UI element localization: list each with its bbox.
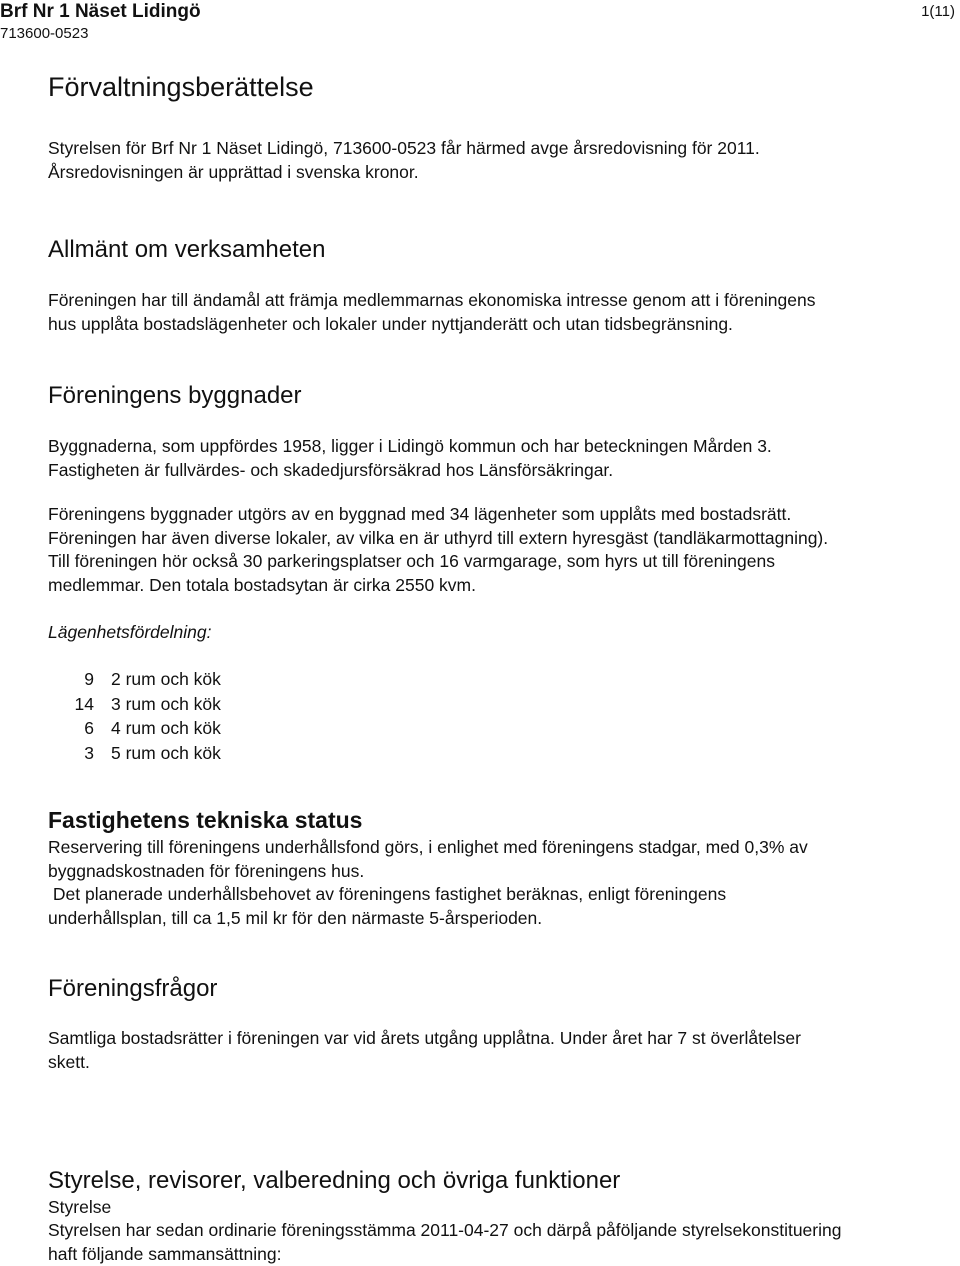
organization-number: 713600-0523: [0, 25, 88, 42]
section-heading-tekniska: Fastighetens tekniska status: [48, 807, 362, 834]
paragraph-line: medlemmar. Den totala bostadsytan är cirka 2550 kvm.: [48, 574, 828, 598]
paragraph-line: byggnadskostnaden för föreningens hus.: [48, 860, 808, 884]
apartment-count: 6: [48, 716, 94, 741]
intro-line: Årsredovisningen är upprättad i svenska kronor.: [48, 161, 760, 185]
section-heading-styrelse: Styrelse, revisorer, valberedning och övriga funktioner: [48, 1167, 620, 1195]
section-heading-verksamhet: Allmänt om verksamheten: [48, 236, 325, 264]
organization-name: Brf Nr 1 Näset Lidingö: [0, 1, 201, 23]
paragraph-line: Det planerade underhållsbehovet av föreningens fastighet beräknas, enligt föreningens: [48, 883, 808, 907]
byggnader-paragraph-1: [48, 435, 772, 482]
intro-line: Styrelsen för Brf Nr 1 Näset Lidingö, 713600-0523 får härmed avge årsredovisning för 2011.: [48, 137, 760, 161]
paragraph-line: underhållsplan, till ca 1,5 mil kr för den närmaste 5-årsperioden.: [48, 907, 808, 931]
paragraph-line: Styrelsen har sedan ordinarie föreningsstämma 2011-04-27 och därpå påföljande styrelsekonstituering: [48, 1219, 841, 1243]
paragraph-line: Föreningen har även diverse lokaler, av vilka en är uthyrd till extern hyresgäst (tandläkarmottagning).: [48, 527, 828, 551]
list-item: [48, 716, 221, 741]
paragraph-line: Samtliga bostadsrätter i föreningen var vid årets utgång upplåtna. Under året har 7 st överlåtelser: [48, 1027, 801, 1051]
apartment-type: 2 rum och kök: [111, 667, 221, 692]
apartment-type: 3 rum och kök: [111, 692, 221, 717]
paragraph-line: Byggnaderna, som uppfördes 1958, ligger i Lidingö kommun och har beteckningen Mården 3.: [48, 435, 772, 459]
paragraph-line: haft följande sammansättning:: [48, 1243, 841, 1266]
list-item: [48, 741, 221, 766]
tekniska-paragraph: [48, 836, 808, 930]
byggnader-paragraph-2: [48, 503, 828, 597]
verksamhet-paragraph: [48, 289, 815, 336]
apartment-count: 9: [48, 667, 94, 692]
distribution-label: Lägenhetsfördelning:: [48, 621, 211, 645]
paragraph-line: Till föreningen hör också 30 parkeringsplatser och 16 varmgarage, som hyrs ut till föreningens: [48, 550, 828, 574]
list-item: [48, 667, 221, 692]
apartment-type: 4 rum och kök: [111, 716, 221, 741]
paragraph-line: Föreningen har till ändamål att främja medlemmarnas ekonomiska intresse genom att i föreningens: [48, 289, 815, 313]
styrelse-paragraph: [48, 1219, 841, 1266]
apartment-count: 14: [48, 692, 94, 717]
apartment-type: 5 rum och kök: [111, 741, 221, 766]
apartment-distribution-list: [48, 667, 221, 765]
section-heading-byggnader: Föreningens byggnader: [48, 382, 302, 410]
paragraph-line: Föreningens byggnader utgörs av en byggnad med 34 lägenheter som upplåts med bostadsrätt.: [48, 503, 828, 527]
page-number: 1(11): [921, 3, 955, 20]
list-item: [48, 692, 221, 717]
section-heading-fragor: Föreningsfrågor: [48, 975, 217, 1003]
paragraph-line: skett.: [48, 1051, 801, 1075]
paragraph-line: Fastigheten är fullvärdes- och skadedjursförsäkrad hos Länsförsäkringar.: [48, 459, 772, 483]
apartment-count: 3: [48, 741, 94, 766]
styrelse-subheading: Styrelse: [48, 1196, 111, 1220]
intro-paragraph: [48, 137, 760, 184]
fragor-paragraph: [48, 1027, 801, 1074]
paragraph-line: hus upplåta bostadslägenheter och lokaler under nyttjanderätt och utan tidsbegränsning.: [48, 313, 815, 337]
document-title: Förvaltningsberättelse: [48, 72, 314, 103]
paragraph-line: Reservering till föreningens underhållsfond görs, i enlighet med föreningens stadgar, med 0,3% av: [48, 836, 808, 860]
